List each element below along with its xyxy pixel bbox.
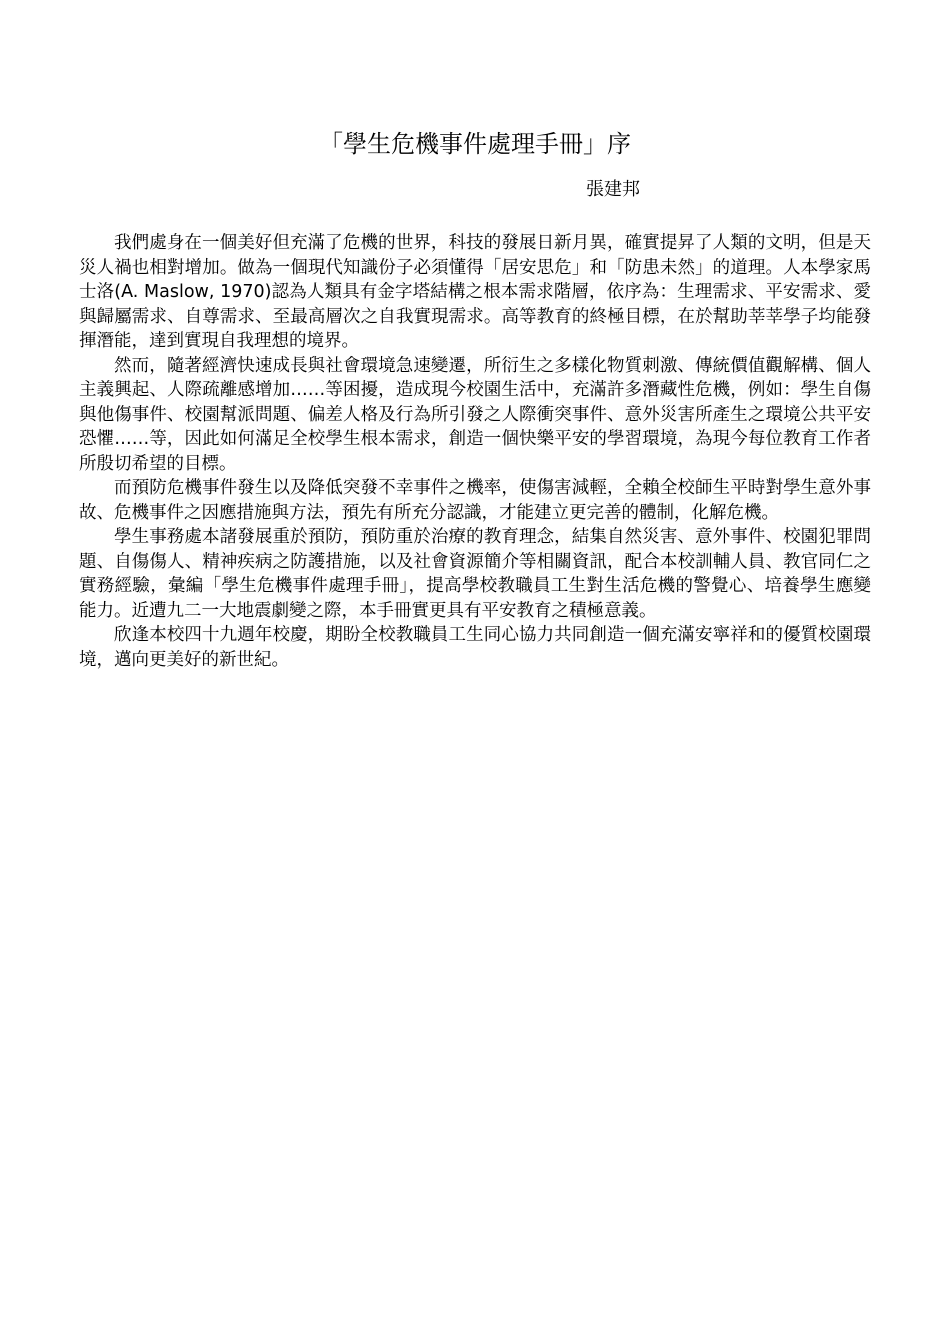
paragraph-5: 欣逢本校四十九週年校慶，期盼全校教職員工生同心協力共同創造一個充滿安寧祥和的優質校園環境，邁向更美好的新世紀。 (79, 625, 871, 670)
document-title: 「學生危機事件處理手冊」序 (319, 130, 631, 158)
paragraph-4: 學生事務處本諸發展重於預防，預防重於治療的教育理念，結集自然災害、意外事件、校園犯罪問題、自傷傷人、精神疾病之防護措施，以及社會資源簡介等相關資訊，配合本校訓輔人員、教官同仁之實務經驗，彙編「學生危機事件處理手冊」，提高學校教職員工生對生活危機的警覺心、培養學生應變能力。近遭九二一大地震劇變之際，本手冊實更具有平安教育之積極意義。 (79, 527, 871, 621)
paragraph-2: 然而，隨著經濟快速成長與社會環境急速變遷，所衍生之多樣化物質刺激、傳統價值觀解構、個人主義興起、人際疏離感增加……等困擾，造成現今校園生活中，充滿許多潛藏性危機，例如：學生自傷與他傷事件、校園幫派問題、偏差人格及行為所引發之人際衝突事件、意外災害所產生之環境公共平安恐懼……等，因此如何滿足全校學生根本需求，創造一個快樂平安的學習環境，為現今每位教育工作者所殷切希望的目標。 (79, 355, 871, 474)
paragraph-1: 我們處身在一個美好但充滿了危機的世界，科技的發展日新月異，確實提昇了人類的文明，但是天災人禍也相對增加。做為一個現代知識份子必須懂得「居安思危」和「防患未然」的道理。人本學家馬士洛(A. Maslow, 1970)認為人類具有金字塔結構之根本需求階層，依序為：生理需求、平安需求、愛與歸屬需求、自尊需求、至最高層次之自我實現需求。高等教育的終極目標，在於幫助莘莘學子均能發揮潛能，達到實現自我理想的境界。 (79, 233, 871, 351)
author-name: 張建邦 (586, 179, 640, 200)
paragraph-3: 而預防危機事件發生以及降低突發不幸事件之機率，使傷害減輕，全賴全校師生平時對學生意外事故、危機事件之因應措施與方法，預先有所充分認識，才能建立更完善的體制，化解危機。 (79, 478, 871, 523)
document-body (79, 231, 871, 672)
